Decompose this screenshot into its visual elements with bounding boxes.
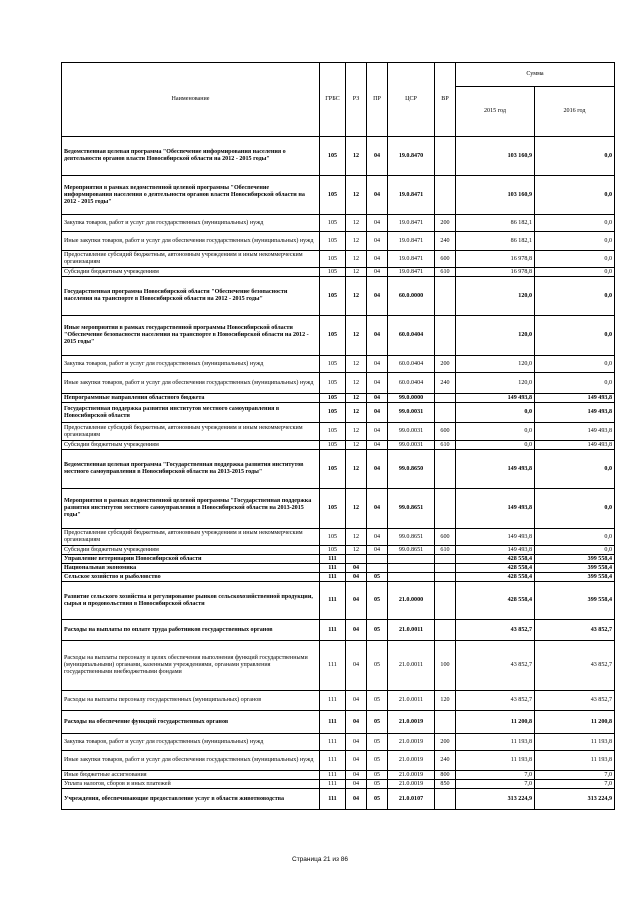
cell-pr: 05 — [367, 751, 388, 771]
cell-name: Национальная экономика — [62, 564, 320, 573]
budget-table — [61, 62, 615, 810]
cell-grbs: 111 — [320, 573, 346, 582]
cell-sum-2016: 149 493,8 — [535, 403, 615, 423]
cell-name: Иные закупки товаров, работ и услуг для обеспечения государственных (муниципальных) нужд — [62, 751, 320, 771]
cell-pr: 04 — [367, 450, 388, 489]
cell-csr: 21.0.0019 — [388, 734, 435, 751]
cell-pr: 04 — [367, 441, 388, 450]
col-header-grbs: ГРБС — [320, 63, 346, 137]
cell-sum-2015: 16 978,8 — [456, 251, 535, 268]
page-footer: Страница 21 из 86 — [292, 856, 348, 863]
cell-sum-2015: 7,0 — [456, 780, 535, 789]
cell-vr — [435, 564, 456, 573]
cell-name: Субсидии бюджетным учреждениям — [62, 441, 320, 450]
cell-csr: 19.0.8471 — [388, 268, 435, 277]
cell-sum-2015: 120,0 — [456, 356, 535, 373]
cell-pr: 05 — [367, 582, 388, 620]
cell-grbs: 105 — [320, 546, 346, 555]
cell-pr: 04 — [367, 215, 388, 232]
cell-rz: 12 — [346, 137, 367, 176]
cell-name: Иные мероприятия в рамках государственной программы Новосибирской области "Обеспечение безопасности населения на транспорте в Новосибирской области на 2012 - 2015 годы" — [62, 316, 320, 356]
table-row — [62, 423, 615, 441]
cell-csr: 19.0.8471 — [388, 176, 435, 215]
cell-grbs: 111 — [320, 771, 346, 780]
cell-grbs: 105 — [320, 423, 346, 441]
cell-name: Ведомственная целевая программа "Государственная поддержка развития институтов местного самоуправления в Новосибирской области на 2013-2015 годы" — [62, 450, 320, 489]
cell-grbs: 105 — [320, 251, 346, 268]
cell-rz: 12 — [346, 441, 367, 450]
cell-grbs: 111 — [320, 641, 346, 691]
cell-sum-2015: 43 852,7 — [456, 620, 535, 641]
cell-sum-2016: 399 558,4 — [535, 555, 615, 564]
cell-vr: 850 — [435, 780, 456, 789]
cell-vr — [435, 620, 456, 641]
cell-rz: 04 — [346, 582, 367, 620]
table-row — [62, 573, 615, 582]
cell-vr: 600 — [435, 251, 456, 268]
table-row — [62, 711, 615, 734]
cell-rz: 04 — [346, 751, 367, 771]
cell-name: Непрограммные направления областного бюджета — [62, 394, 320, 403]
cell-sum-2015: 103 160,9 — [456, 176, 535, 215]
cell-csr: 99.0.0031 — [388, 423, 435, 441]
cell-name: Государственная поддержка развития институтов местного самоуправления в Новосибирской области — [62, 403, 320, 423]
table-row — [62, 176, 615, 215]
budget-document — [61, 62, 614, 810]
cell-grbs: 111 — [320, 711, 346, 734]
cell-sum-2016: 0,0 — [535, 268, 615, 277]
cell-vr: 200 — [435, 734, 456, 751]
cell-sum-2015: 43 852,7 — [456, 641, 535, 691]
cell-vr — [435, 394, 456, 403]
cell-rz: 04 — [346, 620, 367, 641]
cell-pr: 05 — [367, 771, 388, 780]
cell-vr — [435, 582, 456, 620]
cell-csr: 99.0.8651 — [388, 529, 435, 546]
table-row — [62, 356, 615, 373]
cell-sum-2015: 11 193,8 — [456, 734, 535, 751]
cell-sum-2015: 428 558,4 — [456, 555, 535, 564]
cell-csr: 21.0.0011 — [388, 641, 435, 691]
cell-csr: 60.0.0404 — [388, 373, 435, 394]
cell-sum-2016: 313 224,9 — [535, 789, 615, 810]
cell-sum-2016: 0,0 — [535, 277, 615, 316]
cell-grbs: 111 — [320, 691, 346, 711]
cell-sum-2015: 86 182,1 — [456, 215, 535, 232]
cell-sum-2015: 11 200,8 — [456, 711, 535, 734]
cell-grbs: 105 — [320, 277, 346, 316]
table-row — [62, 403, 615, 423]
cell-name: Расходы на выплаты персоналу в целях обеспечения выполнения функций государственными (муниципальными) органами, казенными учреждениями, органами управления государственными внебюджетными фондами — [62, 641, 320, 691]
cell-grbs: 105 — [320, 137, 346, 176]
cell-name: Иные бюджетные ассигнования — [62, 771, 320, 780]
table-row — [62, 251, 615, 268]
table-row — [62, 441, 615, 450]
cell-sum-2016: 149 493,8 — [535, 394, 615, 403]
cell-grbs: 105 — [320, 356, 346, 373]
table-row — [62, 215, 615, 232]
cell-pr: 05 — [367, 789, 388, 810]
table-row — [62, 620, 615, 641]
cell-vr — [435, 277, 456, 316]
cell-name: Субсидии бюджетным учреждениям — [62, 268, 320, 277]
cell-grbs: 111 — [320, 582, 346, 620]
cell-sum-2016: 149 493,8 — [535, 423, 615, 441]
cell-name: Закупка товаров, работ и услуг для государственных (муниципальных) нужд — [62, 356, 320, 373]
cell-sum-2015: 103 160,9 — [456, 137, 535, 176]
cell-vr: 610 — [435, 268, 456, 277]
cell-sum-2015: 11 193,8 — [456, 751, 535, 771]
cell-vr: 600 — [435, 423, 456, 441]
cell-csr: 60.0.0404 — [388, 356, 435, 373]
table-row — [62, 564, 615, 573]
cell-sum-2016: 399 558,4 — [535, 573, 615, 582]
cell-vr: 240 — [435, 751, 456, 771]
cell-vr — [435, 489, 456, 529]
cell-name: Развитие сельского хозяйства и регулирование рынков сельскохозяйственной продукции, сырья и продовольствия в Новосибирской области — [62, 582, 320, 620]
cell-name: Учреждения, обеспечивающие предоставление услуг в области животноводства — [62, 789, 320, 810]
cell-rz — [346, 555, 367, 564]
cell-pr: 05 — [367, 711, 388, 734]
cell-sum-2016: 0,0 — [535, 215, 615, 232]
cell-vr: 800 — [435, 771, 456, 780]
cell-rz: 04 — [346, 771, 367, 780]
table-row — [62, 489, 615, 529]
cell-sum-2015: 428 558,4 — [456, 582, 535, 620]
cell-vr: 200 — [435, 215, 456, 232]
cell-pr: 04 — [367, 137, 388, 176]
cell-rz: 04 — [346, 573, 367, 582]
cell-sum-2016: 399 558,4 — [535, 564, 615, 573]
cell-sum-2015: 149 493,8 — [456, 529, 535, 546]
cell-csr: 21.0.0107 — [388, 789, 435, 810]
cell-sum-2015: 0,0 — [456, 423, 535, 441]
cell-sum-2016: 0,0 — [535, 137, 615, 176]
cell-vr: 600 — [435, 529, 456, 546]
cell-grbs: 105 — [320, 373, 346, 394]
cell-csr: 21.0.0019 — [388, 771, 435, 780]
col-header-2016: 2016 год — [535, 87, 615, 137]
cell-grbs: 105 — [320, 450, 346, 489]
cell-grbs: 105 — [320, 268, 346, 277]
cell-rz: 12 — [346, 356, 367, 373]
cell-pr: 04 — [367, 529, 388, 546]
table-row — [62, 555, 615, 564]
cell-csr: 99.0.0031 — [388, 441, 435, 450]
cell-pr: 04 — [367, 176, 388, 215]
cell-name: Предоставление субсидий бюджетным, автономным учреждениям и иным некоммерческим организациям — [62, 423, 320, 441]
cell-sum-2015: 428 558,4 — [456, 573, 535, 582]
cell-vr: 100 — [435, 641, 456, 691]
cell-rz: 04 — [346, 780, 367, 789]
cell-vr — [435, 403, 456, 423]
cell-csr: 99.0.8650 — [388, 450, 435, 489]
cell-sum-2015: 428 558,4 — [456, 564, 535, 573]
cell-name: Государственная программа Новосибирской области "Обеспечение безопасности населения на транспорте в Новосибирской области на 2012 - 2015 годы" — [62, 277, 320, 316]
cell-grbs: 105 — [320, 176, 346, 215]
cell-csr: 19.0.8471 — [388, 251, 435, 268]
table-row — [62, 277, 615, 316]
cell-sum-2016: 43 852,7 — [535, 620, 615, 641]
cell-sum-2016: 7,0 — [535, 780, 615, 789]
table-row — [62, 316, 615, 356]
cell-csr: 19.0.8471 — [388, 215, 435, 232]
cell-pr: 04 — [367, 546, 388, 555]
cell-grbs: 105 — [320, 232, 346, 251]
cell-vr: 200 — [435, 356, 456, 373]
cell-grbs: 111 — [320, 780, 346, 789]
cell-pr: 05 — [367, 641, 388, 691]
cell-csr: 99.0.0000 — [388, 394, 435, 403]
cell-grbs: 111 — [320, 564, 346, 573]
cell-name: Ведомственная целевая программа "Обеспечение информирования населения о деятельности органов власти Новосибирской области на 2012 - 2015 годы" — [62, 137, 320, 176]
cell-csr: 99.0.0031 — [388, 403, 435, 423]
table-row — [62, 771, 615, 780]
cell-pr: 04 — [367, 423, 388, 441]
cell-sum-2015: 43 852,7 — [456, 691, 535, 711]
table-row — [62, 780, 615, 789]
cell-grbs: 105 — [320, 489, 346, 529]
cell-pr: 04 — [367, 232, 388, 251]
col-header-csr: ЦСР — [388, 63, 435, 137]
cell-csr: 21.0.0011 — [388, 620, 435, 641]
cell-csr — [388, 564, 435, 573]
table-row — [62, 641, 615, 691]
cell-sum-2015: 120,0 — [456, 316, 535, 356]
cell-vr — [435, 555, 456, 564]
cell-vr: 240 — [435, 232, 456, 251]
cell-vr — [435, 450, 456, 489]
cell-pr: 04 — [367, 394, 388, 403]
table-row — [62, 268, 615, 277]
col-header-name: Наименование — [62, 63, 320, 137]
cell-rz: 12 — [346, 277, 367, 316]
cell-rz: 04 — [346, 734, 367, 751]
table-row — [62, 751, 615, 771]
cell-vr — [435, 316, 456, 356]
cell-sum-2016: 0,0 — [535, 529, 615, 546]
cell-name: Закупка товаров, работ и услуг для государственных (муниципальных) нужд — [62, 215, 320, 232]
cell-grbs: 105 — [320, 529, 346, 546]
cell-csr: 19.0.8470 — [388, 137, 435, 176]
cell-csr: 60.0.0000 — [388, 277, 435, 316]
cell-vr — [435, 176, 456, 215]
cell-sum-2016: 0,0 — [535, 316, 615, 356]
table-row — [62, 232, 615, 251]
cell-csr: 21.0.0019 — [388, 780, 435, 789]
col-header-2015: 2015 год — [456, 87, 535, 137]
cell-name: Расходы на обеспечение функций государственных органов — [62, 711, 320, 734]
cell-vr — [435, 137, 456, 176]
cell-pr: 05 — [367, 780, 388, 789]
table-row — [62, 734, 615, 751]
cell-vr: 120 — [435, 691, 456, 711]
cell-name: Закупка товаров, работ и услуг для государственных (муниципальных) нужд — [62, 734, 320, 751]
cell-name: Иные закупки товаров, работ и услуг для обеспечения государственных (муниципальных) нужд — [62, 232, 320, 251]
cell-sum-2015: 149 493,8 — [456, 394, 535, 403]
cell-rz: 12 — [346, 546, 367, 555]
cell-pr: 04 — [367, 268, 388, 277]
cell-sum-2015: 313 224,9 — [456, 789, 535, 810]
cell-rz: 12 — [346, 373, 367, 394]
cell-sum-2015: 120,0 — [456, 373, 535, 394]
cell-csr: 19.0.8471 — [388, 232, 435, 251]
col-header-vr: ВР — [435, 63, 456, 137]
cell-sum-2016: 11 193,8 — [535, 734, 615, 751]
cell-rz: 12 — [346, 232, 367, 251]
cell-sum-2016: 0,0 — [535, 450, 615, 489]
cell-rz: 12 — [346, 394, 367, 403]
table-row — [62, 789, 615, 810]
cell-pr: 05 — [367, 691, 388, 711]
cell-csr: 21.0.0019 — [388, 751, 435, 771]
table-body — [62, 137, 615, 810]
col-header-sum: Сумма — [456, 63, 615, 87]
table-row — [62, 691, 615, 711]
cell-pr: 04 — [367, 403, 388, 423]
cell-csr — [388, 555, 435, 564]
cell-vr — [435, 573, 456, 582]
cell-sum-2016: 7,0 — [535, 771, 615, 780]
cell-name: Расходы на выплаты по оплате труда работников государственных органов — [62, 620, 320, 641]
cell-pr: 05 — [367, 734, 388, 751]
table-row — [62, 394, 615, 403]
col-header-rz: РЗ — [346, 63, 367, 137]
cell-grbs: 105 — [320, 215, 346, 232]
cell-csr: 60.0.0404 — [388, 316, 435, 356]
cell-rz: 12 — [346, 450, 367, 489]
cell-name: Мероприятия в рамках ведомственной целевой программы "Государственная поддержка развития институтов местного самоуправления в Новосибирской области на 2013-2015 годы" — [62, 489, 320, 529]
cell-name: Сельское хозяйство и рыболовство — [62, 573, 320, 582]
cell-sum-2016: 399 558,4 — [535, 582, 615, 620]
cell-sum-2015: 149 493,8 — [456, 546, 535, 555]
cell-name: Расходы на выплаты персоналу государственных (муниципальных) органов — [62, 691, 320, 711]
cell-rz: 04 — [346, 641, 367, 691]
cell-sum-2015: 0,0 — [456, 441, 535, 450]
cell-csr: 99.0.8651 — [388, 546, 435, 555]
cell-sum-2016: 43 852,7 — [535, 641, 615, 691]
cell-rz: 12 — [346, 489, 367, 529]
cell-rz: 12 — [346, 403, 367, 423]
cell-pr: 04 — [367, 489, 388, 529]
table-header — [62, 63, 615, 137]
cell-grbs: 111 — [320, 555, 346, 564]
cell-sum-2016: 149 493,8 — [535, 441, 615, 450]
cell-pr: 04 — [367, 251, 388, 268]
table-row — [62, 546, 615, 555]
cell-csr: 99.0.8651 — [388, 489, 435, 529]
cell-pr: 04 — [367, 356, 388, 373]
cell-sum-2016: 0,0 — [535, 356, 615, 373]
table-row — [62, 529, 615, 546]
cell-rz: 12 — [346, 423, 367, 441]
cell-pr — [367, 564, 388, 573]
col-header-pr: ПР — [367, 63, 388, 137]
cell-grbs: 111 — [320, 620, 346, 641]
cell-sum-2015: 16 978,8 — [456, 268, 535, 277]
cell-vr — [435, 789, 456, 810]
cell-csr — [388, 573, 435, 582]
cell-grbs: 105 — [320, 441, 346, 450]
cell-sum-2015: 149 493,8 — [456, 489, 535, 529]
cell-sum-2016: 0,0 — [535, 546, 615, 555]
cell-rz: 04 — [346, 711, 367, 734]
cell-name: Управление ветеринарии Новосибирской области — [62, 555, 320, 564]
table-row — [62, 373, 615, 394]
cell-rz: 12 — [346, 215, 367, 232]
cell-grbs: 111 — [320, 751, 346, 771]
cell-sum-2016: 0,0 — [535, 489, 615, 529]
cell-sum-2015: 0,0 — [456, 403, 535, 423]
cell-name: Мероприятия в рамках ведомственной целевой программы "Обеспечение информирования населения о деятельности органов власти Новосибирской области на 2012 - 2015 годы" — [62, 176, 320, 215]
cell-sum-2016: 0,0 — [535, 251, 615, 268]
cell-csr: 21.0.0000 — [388, 582, 435, 620]
cell-rz: 12 — [346, 251, 367, 268]
cell-sum-2016: 43 852,7 — [535, 691, 615, 711]
cell-pr: 04 — [367, 316, 388, 356]
cell-sum-2015: 120,0 — [456, 277, 535, 316]
cell-vr: 610 — [435, 546, 456, 555]
cell-vr: 610 — [435, 441, 456, 450]
cell-vr — [435, 711, 456, 734]
cell-pr: 04 — [367, 373, 388, 394]
cell-grbs: 105 — [320, 394, 346, 403]
cell-rz: 12 — [346, 176, 367, 215]
cell-grbs: 105 — [320, 316, 346, 356]
cell-csr: 21.0.0011 — [388, 691, 435, 711]
cell-name: Предоставление субсидий бюджетным, автономным учреждениям и иным некоммерческим организациям — [62, 251, 320, 268]
cell-name: Субсидии бюджетным учреждениям — [62, 546, 320, 555]
cell-name: Иные закупки товаров, работ и услуг для обеспечения государственных (муниципальных) нужд — [62, 373, 320, 394]
cell-sum-2016: 0,0 — [535, 232, 615, 251]
cell-pr — [367, 555, 388, 564]
cell-grbs: 111 — [320, 734, 346, 751]
cell-name: Уплата налогов, сборов и иных платежей — [62, 780, 320, 789]
cell-sum-2016: 0,0 — [535, 176, 615, 215]
table-row — [62, 450, 615, 489]
cell-sum-2016: 0,0 — [535, 373, 615, 394]
cell-vr: 240 — [435, 373, 456, 394]
cell-rz: 04 — [346, 691, 367, 711]
cell-csr: 21.0.0019 — [388, 711, 435, 734]
cell-sum-2016: 11 193,8 — [535, 751, 615, 771]
cell-rz: 12 — [346, 316, 367, 356]
cell-grbs: 111 — [320, 789, 346, 810]
cell-name: Предоставление субсидий бюджетным, автономным учреждениям и иным некоммерческим организациям — [62, 529, 320, 546]
table-row — [62, 582, 615, 620]
cell-pr: 04 — [367, 277, 388, 316]
cell-rz: 04 — [346, 789, 367, 810]
cell-grbs: 105 — [320, 403, 346, 423]
cell-pr: 05 — [367, 573, 388, 582]
cell-sum-2015: 7,0 — [456, 771, 535, 780]
cell-sum-2015: 149 493,8 — [456, 450, 535, 489]
cell-rz: 12 — [346, 529, 367, 546]
cell-sum-2015: 86 182,1 — [456, 232, 535, 251]
cell-rz: 04 — [346, 564, 367, 573]
cell-pr: 05 — [367, 620, 388, 641]
cell-sum-2016: 11 200,8 — [535, 711, 615, 734]
table-row — [62, 137, 615, 176]
cell-rz: 12 — [346, 268, 367, 277]
